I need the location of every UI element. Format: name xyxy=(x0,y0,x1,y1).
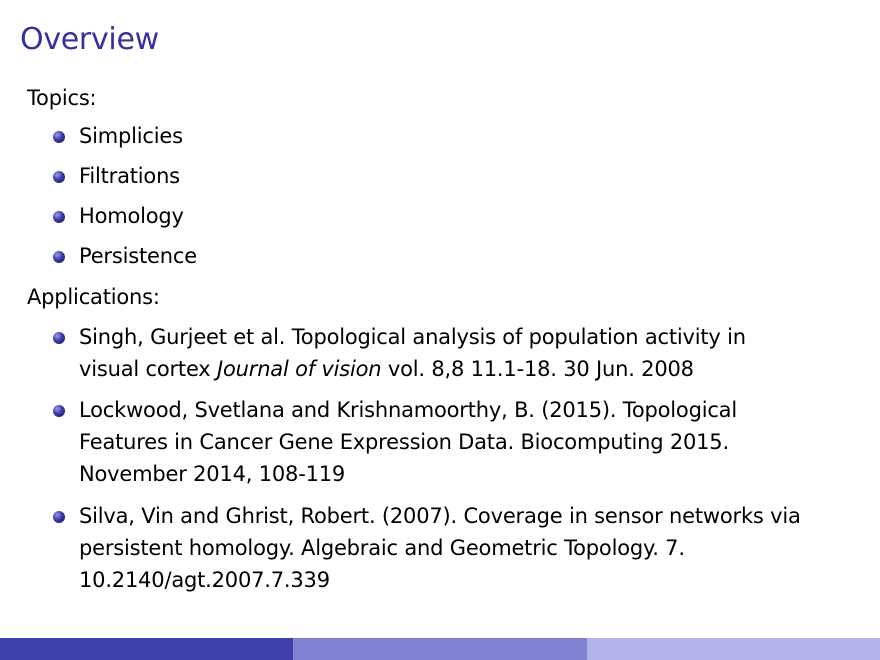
bullet-icon xyxy=(53,332,65,344)
journal-name: Journal of vision xyxy=(217,357,382,381)
reference-line xyxy=(79,353,864,385)
topics-heading: Topics: xyxy=(27,86,97,110)
footer-segment-right xyxy=(587,638,880,660)
bullet-icon xyxy=(53,171,65,183)
bullet-icon xyxy=(53,405,65,417)
bullet-icon xyxy=(53,511,65,523)
reference-item-lockwood xyxy=(79,394,864,490)
reference-text: vol. 8,8 11.1-18. 30 Jun. 2008 xyxy=(381,357,694,381)
topic-item-filtrations: Filtrations xyxy=(79,164,180,188)
reference-line: Features in Cancer Gene Expression Data. Biocomputing 2015. xyxy=(79,430,729,454)
reference-line: 10.2140/agt.2007.7.339 xyxy=(79,568,330,592)
reference-line: November 2014, 108-119 xyxy=(79,462,346,486)
reference-item-singh xyxy=(79,321,864,385)
topic-item-simplicies: Simplicies xyxy=(79,124,183,148)
slide-title: Overview xyxy=(20,22,159,57)
topic-item-homology: Homology xyxy=(79,204,184,228)
footer-segment-left xyxy=(0,638,293,660)
footer-bar xyxy=(0,638,880,660)
bullet-icon xyxy=(53,211,65,223)
reference-item-silva xyxy=(79,500,864,596)
reference-line: Singh, Gurjeet et al. Topological analysis of population activity in xyxy=(79,325,746,349)
bullet-icon xyxy=(53,251,65,263)
bullet-icon xyxy=(53,131,65,143)
applications-heading: Applications: xyxy=(27,285,160,309)
reference-line: Lockwood, Svetlana and Krishnamoorthy, B. (2015). Topological xyxy=(79,398,737,422)
reference-line: persistent homology. Algebraic and Geometric Topology. 7. xyxy=(79,536,685,560)
topic-item-persistence: Persistence xyxy=(79,244,197,268)
reference-text: visual cortex xyxy=(79,357,218,381)
reference-line: Silva, Vin and Ghrist, Robert. (2007). Coverage in sensor networks via xyxy=(79,504,801,528)
footer-segment-middle xyxy=(293,638,587,660)
